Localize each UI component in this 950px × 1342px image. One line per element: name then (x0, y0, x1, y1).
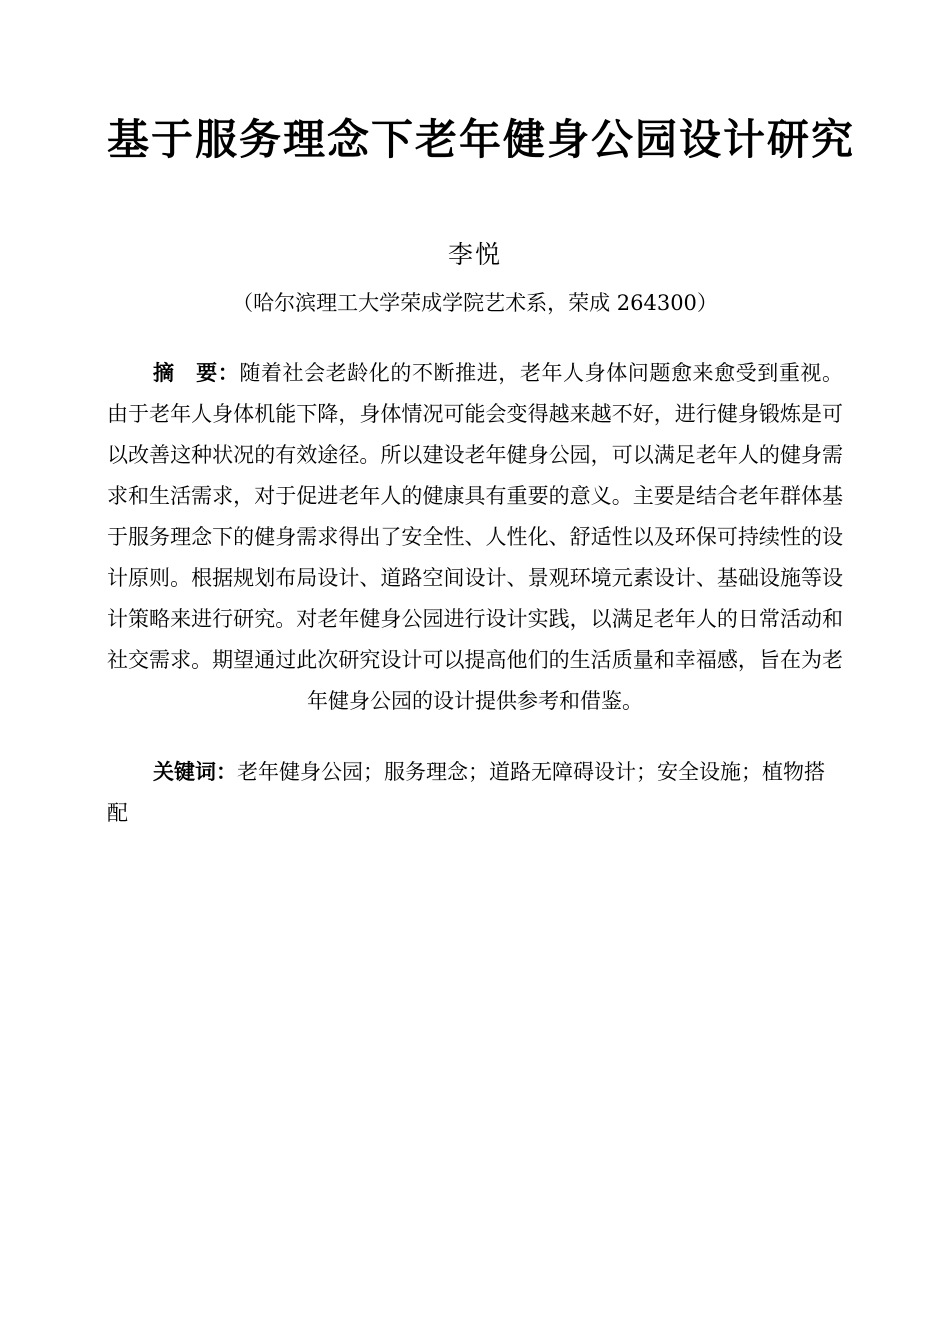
abstract-text: 随着社会老龄化的不断推进，老年人身体问题愈来愈受到重视。由于老年人身体机能下降，身体情况可能会变得越来越不好，进行健身锻炼是可以改善这种状况的有效途径。所以建设老年健身公园，可以满足老年人的健身需求和生活需求，对于促进老年人的健康具有重要的意义。主要是结合老年群体基于服务理念下的健身需求得出了安全性、人性化、舒适性以及环保可持续性的设计原则。根据规划布局设计、道路空间设计、景观环境元素设计、基础设施等设计策略来进行研究。对老年健身公园进行设计实践，以满足老年人的日常活动和社交需求。期望通过此次研究设计可以提高他们的生活质量和幸福感，旨在为老年健身公园的设计提供参考和借鉴。 (107, 360, 844, 713)
abstract-paragraph (107, 353, 843, 722)
abstract-label: 摘 要： (153, 360, 240, 385)
keywords-label: 关键词： (153, 759, 237, 784)
author-affiliation: （哈尔滨理工大学荣成学院艺术系，荣成 264300） (232, 290, 718, 315)
author-name: 李悦 (447, 239, 502, 269)
keywords-paragraph (107, 752, 843, 834)
keywords-text: 老年健身公园；服务理念；道路无障碍设计；安全设施；植物搭配 (107, 759, 825, 825)
paper-title: 基于服务理念下老年健身公园设计研究 (107, 115, 856, 164)
